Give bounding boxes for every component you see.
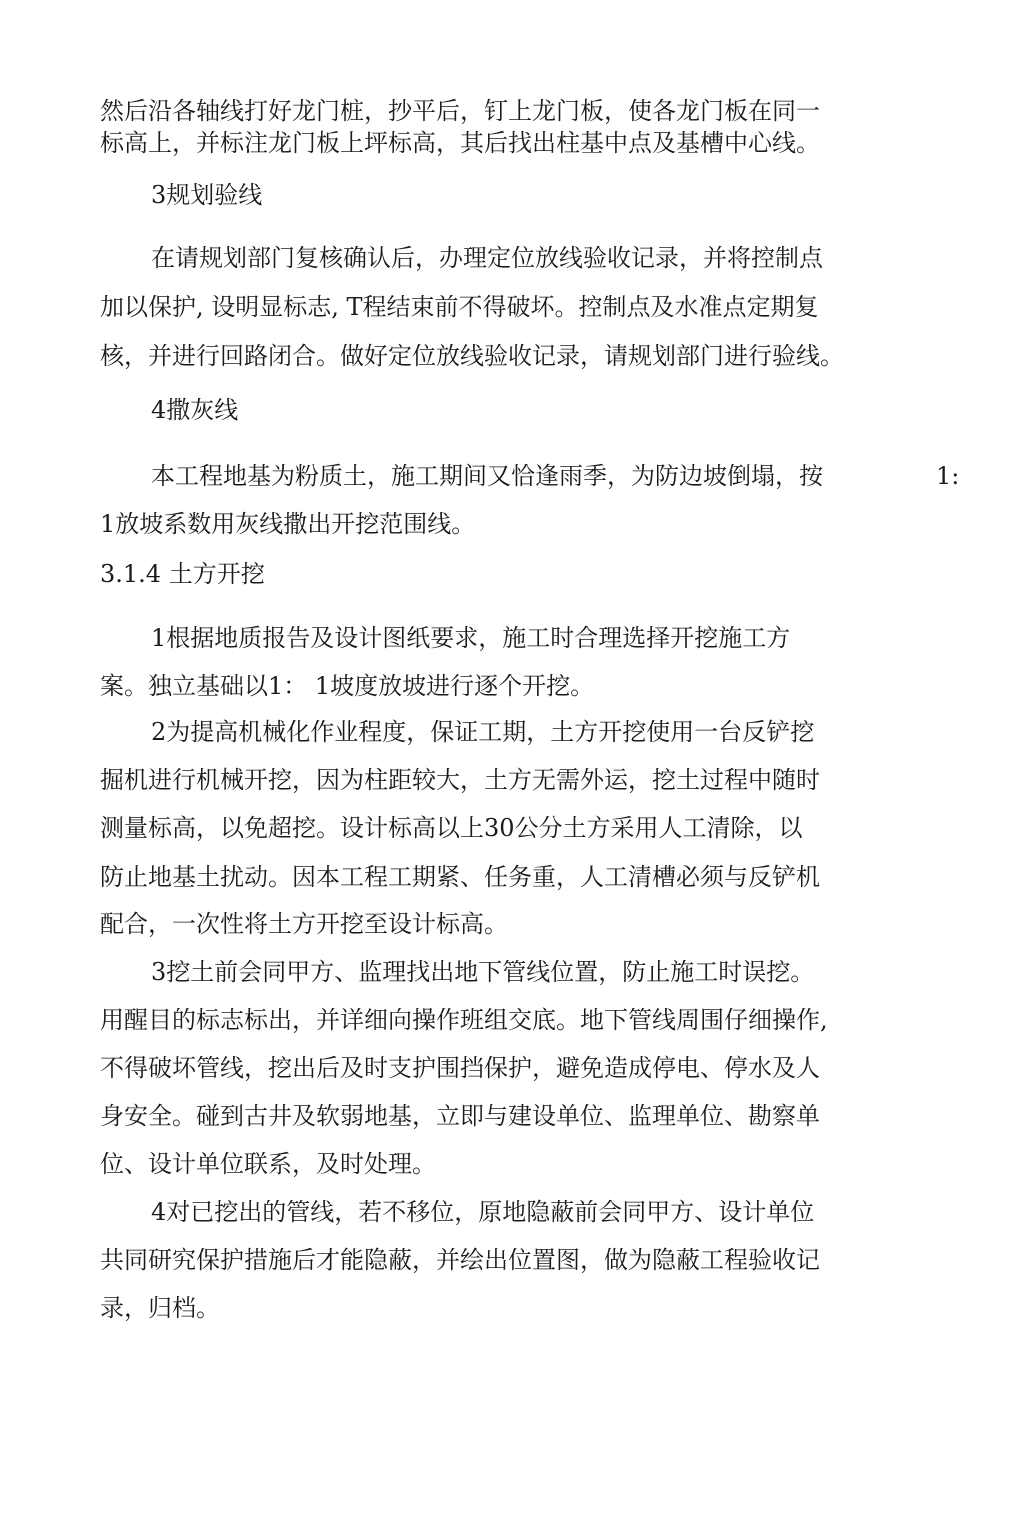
body-text-line: 防止地基土扰动。因本工程工期紧、任务重，人工清槽必须与反铲机 xyxy=(100,863,820,891)
body-text-line: 4对已挖出的管线，若不移位，原地隐蔽前会同甲方、设计单位 xyxy=(151,1198,815,1226)
body-text-line: 录，归档。 xyxy=(100,1294,220,1322)
ratio-fragment: 1: xyxy=(936,462,960,490)
section-heading: 3.1.4 土方开挖 xyxy=(100,560,265,588)
body-text-line: 用醒目的标志标出，并详细向操作班组交底。地下管线周围仔细操作, xyxy=(100,1006,828,1034)
body-text-line: 配合，一次性将土方开挖至设计标高。 xyxy=(100,910,508,938)
body-text-line: 共同研究保护措施后才能隐蔽，并绘出位置图，做为隐蔽工程验收记 xyxy=(100,1246,820,1274)
body-text-line: 本工程地基为粉质土，施工期间又恰逢雨季，为防边坡倒塌，按 xyxy=(151,462,823,490)
subsection-heading: 3规划验线 xyxy=(151,181,263,209)
body-text-line: 核，并进行回路闭合。做好定位放线验收记录，请规划部门进行验线。 xyxy=(100,342,844,370)
body-text-line: 掘机进行机械开挖，因为柱距较大，土方无需外运，挖土过程中随时 xyxy=(100,766,820,794)
body-text-line: 位、设计单位联系，及时处理。 xyxy=(100,1150,436,1178)
body-text-line: 不得破坏管线，挖出后及时支护围挡保护，避免造成停电、停水及人 xyxy=(100,1054,820,1082)
body-text-line: 2为提高机械化作业程度，保证工期，土方开挖使用一台反铲挖 xyxy=(151,718,815,746)
body-text-line: 1放坡系数用灰线撒出开挖范围线。 xyxy=(100,510,476,538)
body-text-line: 标高上，并标注龙门板上坪标高，其后找出柱基中点及基槽中心线。 xyxy=(100,129,820,157)
body-text-line: 1根据地质报告及设计图纸要求，施工时合理选择开挖施工方 xyxy=(151,624,791,652)
body-text-line: 然后沿各轴线打好龙门桩，抄平后，钉上龙门板，使各龙门板在同一 xyxy=(100,97,820,125)
body-text-line: 3挖土前会同甲方、监理找出地下管线位置，防止施工时误挖。 xyxy=(151,958,815,986)
body-text-line: 测量标高，以免超挖。设计标高以上30公分土方采用人工清除，以 xyxy=(100,814,803,842)
body-text-line: 案。独立基础以1： 1坡度放坡进行逐个开挖。 xyxy=(100,672,595,700)
subsection-heading: 4撒灰线 xyxy=(151,396,239,424)
body-text-line: 身安全。碰到古井及软弱地基，立即与建设单位、监理单位、勘察单 xyxy=(100,1102,820,1130)
body-text-line: 加以保护, 设明显标志, T程结束前不得破坏。控制点及水准点定期复 xyxy=(100,293,819,321)
body-text-line: 在请规划部门复核确认后，办理定位放线验收记录，并将控制点 xyxy=(151,244,823,272)
